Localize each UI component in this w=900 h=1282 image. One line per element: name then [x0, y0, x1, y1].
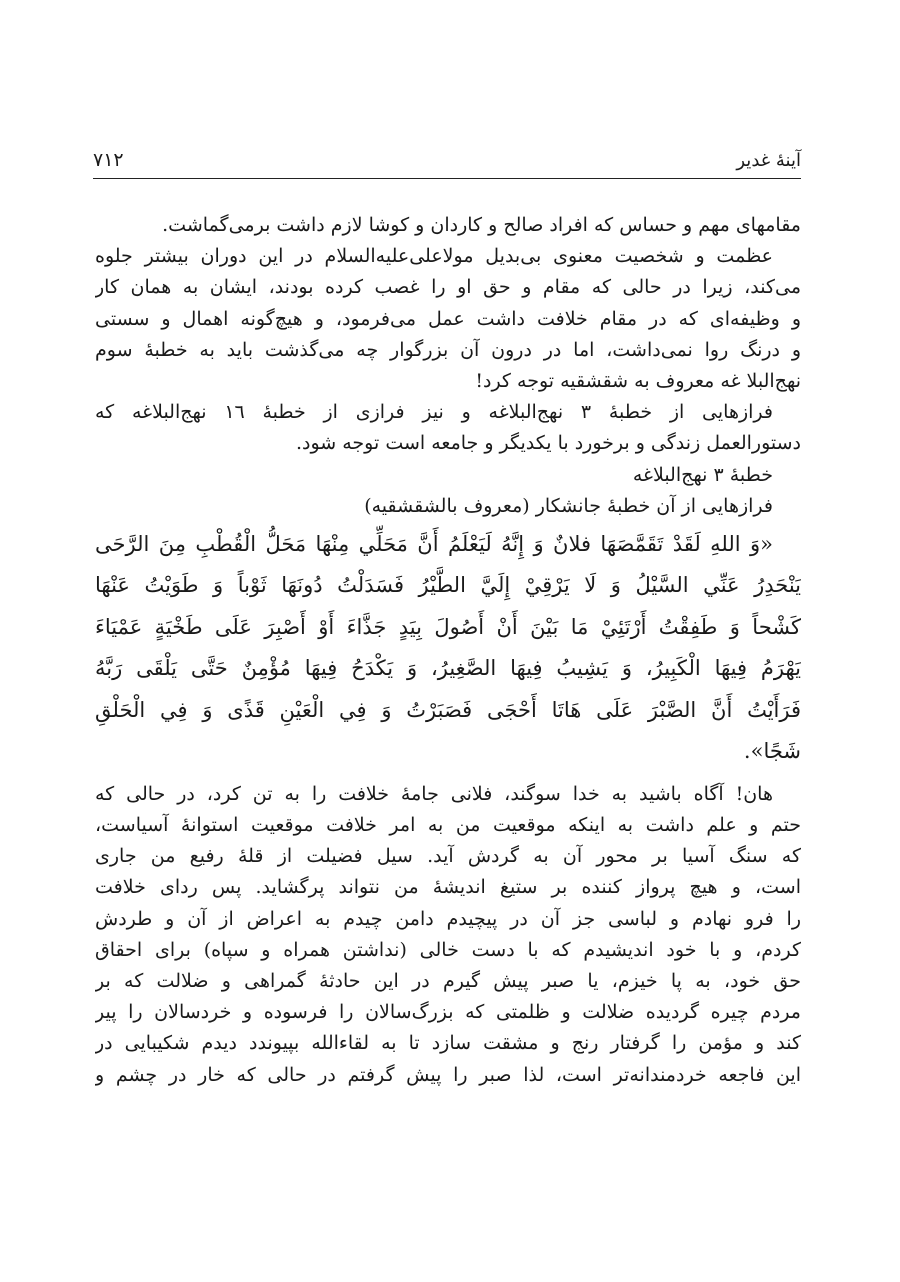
subsection-heading: فرازهایی از آن خطبهٔ جانشکار (معروف بالشقشقیه): [364, 494, 773, 517]
text-line: و وظیفه‌ای که در مقام خلافت داشت عمل می‌فرمود، و هیچ‌گونه اهمال و سستی: [95, 307, 801, 330]
book-title: آینهٔ غدیر: [736, 149, 801, 171]
text-line: را فرو نهادم و لباسی جز آن در پیچیدم دامن چیدم به اعراض از آن و طردش: [95, 907, 801, 930]
paragraph-3: [95, 397, 801, 459]
text-line: حق خود، به پا خیزم، یا صبر پیش گیرم در این حادثهٔ گمراهی و ضلالت که بر: [95, 970, 801, 992]
text-line: این فاجعه خردمندانه‌تر است، لذا صبر را پیش گرفتم در حالی که خار در چشم و: [95, 1063, 801, 1086]
arabic-quotation: [95, 524, 801, 773]
text-line: فرازهایی از خطبهٔ ۳ نهج‌البلاغه و نیز فرازی از خطبهٔ ١٦ نهج‌البلاغه که: [95, 401, 773, 424]
page-number: ۷۱۲: [93, 149, 124, 171]
text-line: مردم چیره گردیده ضلالت و ظلمتی که بزرگ‌سالان را فرسوده و خردسالان را پیر: [95, 1001, 801, 1024]
text-line: مقامهای مهم و حساس که افراد صالح و کاردان و کوشا لازم داشت برمی‌گماشت.: [162, 214, 801, 236]
quote-line: «وَ اللهِ لَقَدْ تَقَمَّصَهَا فلانٌ وَ إِنَّهُ لَيَعْلَمُ أَنَّ مَحَلِّي مِنْهَا مَحَلُّ الْقُطْبِ مِنَ الرَّحَى: [95, 531, 773, 556]
quote-line: يَنْحَدِرُ عَنِّي السَّيْلُ وَ لَا يَرْقِيْ إِلَيَّ الطَّيْرُ فَسَدَلْتُ دُونَهَا ثَوْباً وَ طَوَيْتُ عَنْهَا: [95, 573, 801, 598]
quote-line: فَرَأَيْتُ أَنَّ الصَّبْرَ عَلَى هَاتَا أَحْجَى فَصَبَرْتُ وَ فِي الْعَيْنِ قَذًى وَ فِي الْحَلْقِ: [95, 697, 801, 722]
body-text: [95, 210, 801, 1091]
text-line: که سنگ آسیا بر محور آن به گردش آید. سیل فضیلت از قلهٔ رفیع من جاری: [95, 845, 801, 868]
text-line: عظمت و شخصیت معنوی بی‌بدیل مولاعلی‌علیه‌السلام در این دوران بیشتر جلوه: [95, 245, 773, 268]
paragraph-2: [95, 241, 801, 397]
text-line: کردم، و با خود اندیشیدم که با دست خالی (نداشتن همراه و سپاه) برای احقاق: [95, 938, 801, 961]
text-line: است، و هیچ پرواز کننده بر ستیغ اندیشهٔ من نتواند پرگشاید. پس ردای خلافت: [95, 876, 801, 899]
text-line: نهج‌البلا غه معروف به شقشقیه توجه کرد!: [475, 369, 801, 392]
text-line: دستورالعمل زندگی و برخورد با یکدیگر و جامعه است توجه شود.: [295, 432, 801, 455]
text-line: و درنگ روا نمی‌داشت، اما در درون آن بزرگوار چه می‌گذشت باید به خطبهٔ سوم: [95, 338, 801, 361]
paragraph-4: [95, 779, 801, 1091]
text-line: هان! آگاه باشید به خدا سوگند، فلانی جامهٔ خلافت را به تن کرد، در حالی که: [95, 782, 773, 805]
text-line: حتم و علم داشت به اینکه موقعیت من به امر خلافت موقعیت استوانهٔ آسیاست،: [95, 814, 801, 837]
quote-line: كَشْحاً وَ طَفِقْتُ أَرْتَئِيْ مَا بَيْنَ أَنْ أَصُولَ بِيَدٍ جَذَّاءَ أَوْ أَصْبِرَ عَلَى طَخْيَةٍ عَمْيَاءَ: [95, 614, 801, 639]
section-heading: خطبهٔ ۳ نهج‌البلاغه: [632, 463, 773, 486]
header-rule: [93, 178, 801, 179]
text-line: می‌کند، زیرا در حالی که مقام و حق او را غصب کرده بودند، ایشان به همان کار: [95, 276, 801, 299]
paragraph-1: [95, 210, 801, 241]
quote-line: يَهْرَمُ فِيهَا الْكَبِيرُ، وَ يَشِيبُ فِيهَا الصَّغِيرُ، وَ يَكْدَحُ فِيهَا مُؤْمِنٌ حَتَّى يَلْقَى رَبَّهُ: [95, 656, 801, 681]
quote-line: شَجًا».: [743, 739, 801, 764]
running-header: [93, 148, 801, 172]
text-line: کند و مؤمن را گرفتار رنج و مشقت سازد تا به لقاءالله بپیوندد دیدم شکیبایی در: [95, 1032, 801, 1055]
